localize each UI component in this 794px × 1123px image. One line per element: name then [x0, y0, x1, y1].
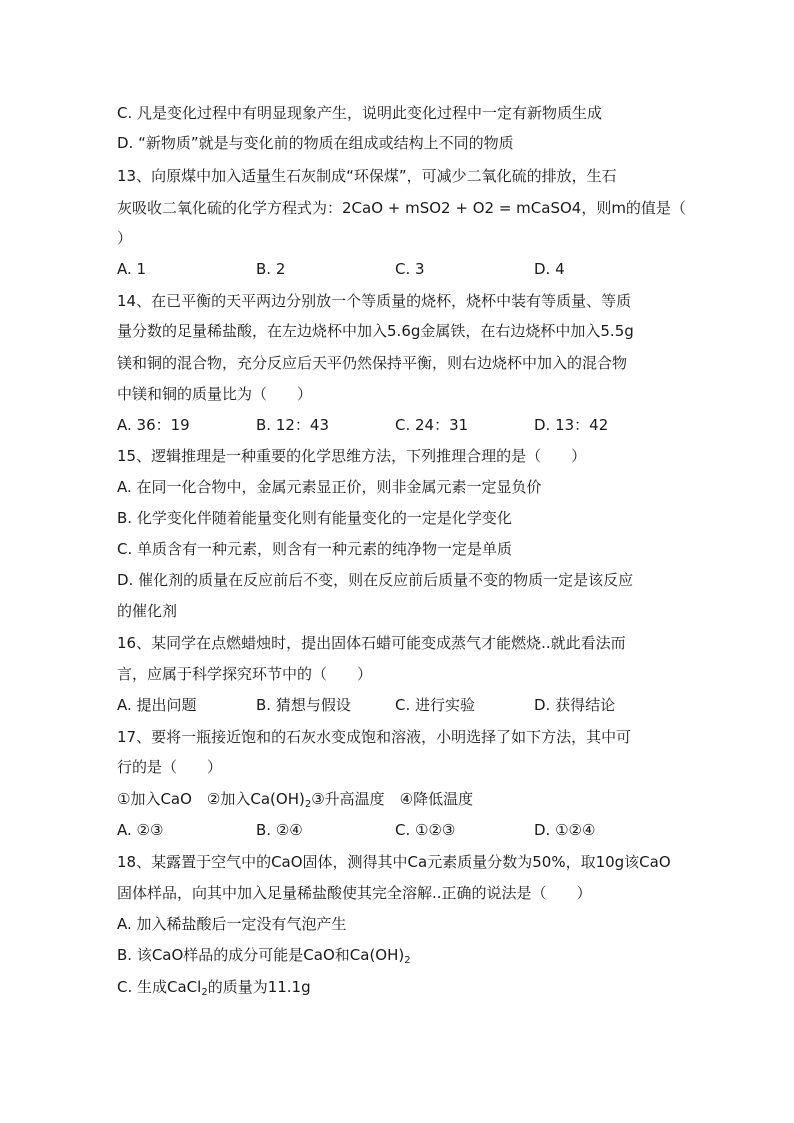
- q12-option-c: C. 凡是变化过程中有明显现象产生，说明此变化过程中一定有新物质生成: [117, 104, 603, 122]
- q15-option-c: C. 单质含有一种元素，则含有一种元素的纯净物一定是单质: [117, 540, 513, 558]
- q15-option-d-line1: D. 催化剂的质量在反应前后不变，则在反应前后质量不变的物质一定是该反应: [117, 571, 634, 589]
- q17-option-d: D. ①②④: [534, 821, 596, 839]
- q14-stem-line3: 镁和铜的混合物，充分反应后天平仍然保持平衡，则右边烧杯中加入的混合物: [117, 354, 628, 372]
- q13-stem-line1: 13、向原煤中加入适量生石灰制成“环保煤”，可减少二氧化硫的排放，生石: [117, 167, 617, 185]
- q13-options: [117, 259, 677, 279]
- q17-method-2: ②加入$Ca(OH)_2$: [206, 790, 312, 810]
- q16-option-a: A. 提出问题: [117, 696, 197, 714]
- q16-stem-line1: 16、某同学在点燃蜡烛时，提出固体石蜡可能变成蒸气才能燃烧..就此看法而: [117, 634, 626, 652]
- q16-stem-line2: 言，应属于科学探究环节中的（ ）: [117, 665, 373, 683]
- q17-method-1: ①加入CaO: [117, 790, 192, 808]
- q14-stem-line2: 量分数的足量稀盐酸，在左边烧杯中加入5.6g金属铁，在右边烧杯中加入5.5g: [117, 322, 634, 340]
- q14-option-a: A. 36：19: [117, 416, 190, 434]
- q17-method-3: ③升高温度: [311, 790, 385, 808]
- q18-stem-line1: 18、某露置于空气中的CaO固体，测得其中Ca元素质量分数为50%，取10g该CaO: [117, 853, 671, 871]
- q12-option-d: D. “新物质”就是与变化前的物质在组成或结构上不同的物质: [117, 134, 514, 152]
- q15-option-d-line2: 的催化剂: [117, 602, 178, 620]
- q13-stem-line2: 灰吸收二氧化硫的化学方程式为：2CaO + mSO2 + O2 = mCaSO4，则m的值是（: [117, 199, 686, 217]
- q18-option-a: A. 加入稀盐酸后一定没有气泡产生: [117, 915, 347, 933]
- q15-option-b: B. 化学变化伴随着能量变化则有能量变化的一定是化学变化: [117, 509, 512, 527]
- q14-option-d: D. 13：42: [534, 416, 609, 434]
- q13-option-a: A. 1: [117, 260, 147, 278]
- q15-option-a: A. 在同一化合物中，金属元素显正价，则非金属元素一定显负价: [117, 478, 542, 496]
- q13-option-d: D. 4: [534, 260, 565, 278]
- q17-option-b: B. ②④: [256, 821, 303, 839]
- q16-option-c: C. 进行实验: [395, 696, 476, 714]
- q17-option-a: A. ②③: [117, 821, 164, 839]
- q13-option-b: B. 2: [256, 260, 286, 278]
- q18-stem-line2: 固体样品，向其中加入足量稀盐酸使其完全溶解..正确的说法是（ ）: [117, 884, 592, 902]
- q17-stem-line2: 行的是（ ）: [117, 758, 223, 776]
- q17-methods: [117, 789, 473, 809]
- q14-option-b: B. 12：43: [256, 416, 330, 434]
- q17-stem-line1: 17、要将一瓶接近饱和的石灰水变成饱和溶液，小明选择了如下方法，其中可: [117, 728, 632, 746]
- q16-options: [117, 695, 677, 715]
- q17-options: [117, 820, 677, 840]
- q16-option-b: B. 猜想与假设: [256, 696, 351, 714]
- q16-option-d: D. 获得结论: [534, 696, 616, 714]
- q14-options: [117, 415, 677, 435]
- q14-option-c: C. 24：31: [395, 416, 469, 434]
- q18-option-c: C. 生成CaCl$_2$的质量为11.1g: [117, 978, 311, 998]
- q18-option-b: B. 该CaO样品的成分可能是CaO和$Ca(OH)_2$: [117, 946, 411, 966]
- q13-stem-line3: ）: [117, 229, 133, 247]
- q14-stem-line4: 中镁和铜的质量比为（ ）: [117, 385, 313, 403]
- q17-option-c: C. ①②③: [395, 821, 456, 839]
- q14-stem-line1: 14、在已平衡的天平两边分别放一个等质量的烧杯，烧杯中装有等质量、等质: [117, 292, 632, 310]
- q17-method-4: ④降低温度: [399, 790, 474, 808]
- q15-stem: 15、逻辑推理是一种重要的化学思维方法，下列推理合理的是（ ）: [117, 447, 587, 465]
- q13-option-c: C. 3: [395, 260, 425, 278]
